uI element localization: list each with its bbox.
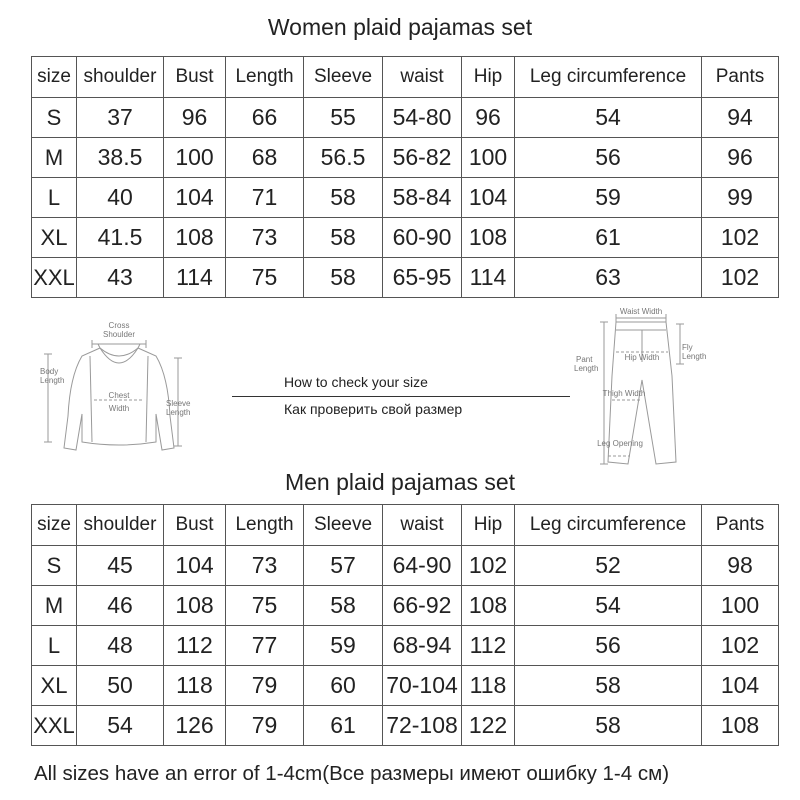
table-cell: 68 (226, 138, 304, 178)
table-cell: 60-90 (383, 218, 462, 258)
table-cell: 55 (304, 98, 383, 138)
table-cell: 72-108 (383, 706, 462, 746)
table-cell: 98 (702, 546, 779, 586)
table-cell: 56-82 (383, 138, 462, 178)
size-cell: XXL (32, 706, 77, 746)
table-cell: 43 (77, 258, 164, 298)
table-cell: 79 (226, 706, 304, 746)
table-cell: 71 (226, 178, 304, 218)
thigh-width-label: Thigh Width (602, 389, 646, 398)
column-header: waist (383, 57, 462, 98)
chest-width-label-1: Chest (108, 391, 130, 400)
table-cell: 100 (462, 138, 515, 178)
table-cell: 56 (515, 138, 702, 178)
size-cell: XL (32, 218, 77, 258)
pant-length-label-1: Pant (576, 355, 593, 364)
table-cell: 108 (164, 586, 226, 626)
table-cell: 118 (164, 666, 226, 706)
table-cell: 65-95 (383, 258, 462, 298)
table-cell: 58 (304, 258, 383, 298)
men-table-title: Men plaid pajamas set (284, 469, 516, 495)
table-cell: 108 (702, 706, 779, 746)
hip-width-label: Hip Width (624, 353, 660, 362)
table-cell: 50 (77, 666, 164, 706)
table-cell: 104 (164, 546, 226, 586)
table-row (32, 586, 779, 626)
table-cell: 96 (702, 138, 779, 178)
table-cell: 102 (702, 626, 779, 666)
table-row (32, 218, 779, 258)
table-cell: 122 (462, 706, 515, 746)
table-cell: 58 (304, 586, 383, 626)
size-cell: M (32, 138, 77, 178)
table-cell: 57 (304, 546, 383, 586)
table-cell: 58-84 (383, 178, 462, 218)
body-length-label-1: Body (40, 367, 59, 376)
table-row (32, 98, 779, 138)
column-header: shoulder (77, 57, 164, 98)
sleeve-length-label-1: Sleeve (166, 399, 191, 408)
table-cell: 75 (226, 258, 304, 298)
table-cell: 99 (702, 178, 779, 218)
how-to-check-size-russian: Как проверить свой размер (284, 401, 463, 417)
table-cell: 94 (702, 98, 779, 138)
table-cell: 46 (77, 586, 164, 626)
column-header: size (32, 505, 77, 546)
size-error-footnote: All sizes have an error of 1-4cm(Все размеры имеют ошибку 1-4 см) (34, 762, 670, 785)
table-row (32, 666, 779, 706)
table-cell: 59 (304, 626, 383, 666)
women-size-table (31, 56, 779, 298)
table-cell: 66 (226, 98, 304, 138)
table-cell: 108 (164, 218, 226, 258)
table-cell: 104 (702, 666, 779, 706)
table-cell: 38.5 (77, 138, 164, 178)
jacket-measurement-diagram (34, 316, 204, 466)
table-cell: 102 (462, 546, 515, 586)
how-to-check-divider (232, 396, 570, 397)
size-cell: L (32, 178, 77, 218)
table-cell: 96 (164, 98, 226, 138)
column-header: Bust (164, 57, 226, 98)
table-cell: 40 (77, 178, 164, 218)
table-cell: 52 (515, 546, 702, 586)
column-header: Pants (702, 505, 779, 546)
cross-shoulder-label-1: Cross (108, 321, 130, 330)
table-cell: 112 (164, 626, 226, 666)
table-cell: 64-90 (383, 546, 462, 586)
table-cell: 79 (226, 666, 304, 706)
table-cell: 59 (515, 178, 702, 218)
column-header: Hip (462, 57, 515, 98)
leg-opening-label: Leg Opening (597, 439, 643, 448)
table-cell: 73 (226, 546, 304, 586)
table-cell: 56.5 (304, 138, 383, 178)
table-cell: 66-92 (383, 586, 462, 626)
how-to-check-size-english: How to check your size (284, 374, 428, 390)
column-header: Bust (164, 505, 226, 546)
size-cell: XXL (32, 258, 77, 298)
table-cell: 102 (702, 258, 779, 298)
table-cell: 77 (226, 626, 304, 666)
table-cell: 58 (515, 666, 702, 706)
size-cell: S (32, 546, 77, 586)
column-header: Sleeve (304, 57, 383, 98)
size-cell: L (32, 626, 77, 666)
table-cell: 114 (164, 258, 226, 298)
table-cell: 60 (304, 666, 383, 706)
column-header: Length (226, 57, 304, 98)
column-header: Pants (702, 57, 779, 98)
chest-width-label-2: Width (108, 404, 130, 413)
fly-length-label-2: Length (682, 352, 707, 361)
table-cell: 96 (462, 98, 515, 138)
size-cell: S (32, 98, 77, 138)
table-cell: 112 (462, 626, 515, 666)
table-cell: 58 (304, 218, 383, 258)
table-cell: 61 (304, 706, 383, 746)
table-cell: 68-94 (383, 626, 462, 666)
table-cell: 100 (702, 586, 779, 626)
pant-length-label-2: Length (574, 364, 599, 373)
table-cell: 126 (164, 706, 226, 746)
pants-measurement-diagram (572, 306, 712, 472)
column-header: size (32, 57, 77, 98)
waist-width-label: Waist Width (619, 307, 663, 316)
sleeve-length-label-2: Length (166, 408, 191, 417)
table-cell: 70-104 (383, 666, 462, 706)
header-row (32, 505, 779, 546)
size-cell: XL (32, 666, 77, 706)
size-cell: M (32, 586, 77, 626)
table-row (32, 626, 779, 666)
table-row (32, 546, 779, 586)
table-cell: 41.5 (77, 218, 164, 258)
table-cell: 54-80 (383, 98, 462, 138)
table-cell: 58 (304, 178, 383, 218)
table-cell: 54 (77, 706, 164, 746)
column-header: Leg circumference (515, 57, 702, 98)
men-size-table (31, 504, 779, 746)
table-cell: 45 (77, 546, 164, 586)
women-table-title: Women plaid pajamas set (267, 14, 533, 40)
cross-shoulder-label-2: Shoulder (102, 330, 136, 339)
column-header: waist (383, 505, 462, 546)
table-row (32, 138, 779, 178)
table-cell: 104 (462, 178, 515, 218)
table-cell: 56 (515, 626, 702, 666)
column-header: Hip (462, 505, 515, 546)
fly-length-label-1: Fly (682, 343, 693, 352)
table-cell: 114 (462, 258, 515, 298)
column-header: shoulder (77, 505, 164, 546)
table-cell: 54 (515, 98, 702, 138)
column-header: Length (226, 505, 304, 546)
table-cell: 48 (77, 626, 164, 666)
table-cell: 108 (462, 586, 515, 626)
table-cell: 61 (515, 218, 702, 258)
table-row (32, 178, 779, 218)
table-row (32, 706, 779, 746)
table-cell: 100 (164, 138, 226, 178)
table-cell: 102 (702, 218, 779, 258)
table-cell: 37 (77, 98, 164, 138)
column-header: Sleeve (304, 505, 383, 546)
table-cell: 73 (226, 218, 304, 258)
table-cell: 63 (515, 258, 702, 298)
table-cell: 54 (515, 586, 702, 626)
table-cell: 108 (462, 218, 515, 258)
table-row (32, 258, 779, 298)
table-cell: 75 (226, 586, 304, 626)
table-cell: 104 (164, 178, 226, 218)
table-cell: 118 (462, 666, 515, 706)
body-length-label-2: Length (40, 376, 65, 385)
table-cell: 58 (515, 706, 702, 746)
header-row (32, 57, 779, 98)
column-header: Leg circumference (515, 505, 702, 546)
